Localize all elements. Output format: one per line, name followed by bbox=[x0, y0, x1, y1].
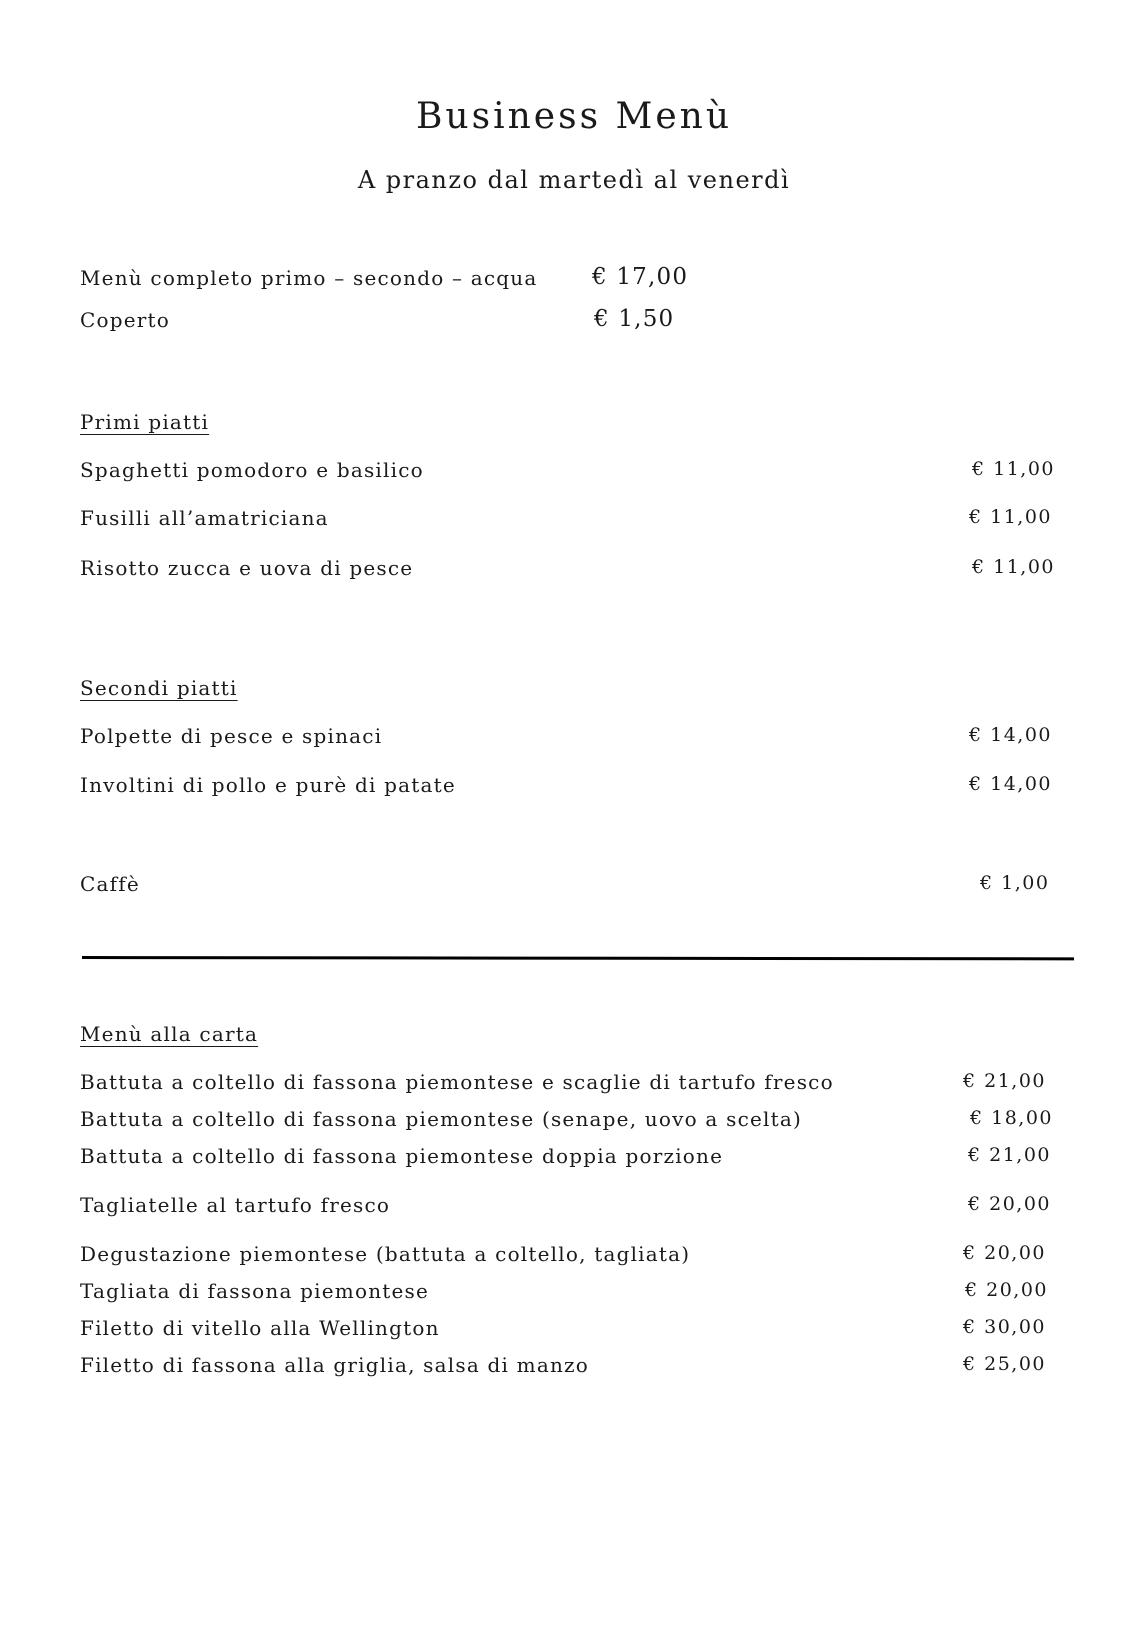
menu-item-price: € 11,00 bbox=[972, 458, 1056, 480]
section-heading-secondi: Secondi piatti bbox=[80, 676, 238, 700]
menu-item-name: Battuta a coltello di fassona piemontese (senape, uovo a scelta) bbox=[80, 1107, 802, 1131]
menu-item-name: Tagliata di fassona piemontese bbox=[80, 1279, 430, 1303]
menu-item-price: € 25,00 bbox=[963, 1353, 1047, 1375]
menu-item-name: Fusilli all’amatriciana bbox=[80, 506, 329, 530]
menu-item-name: Battuta a coltello di fassona piemontese e scaglie di tartufo fresco bbox=[80, 1070, 834, 1094]
menu-item-price: € 20,00 bbox=[968, 1193, 1052, 1215]
menu-item-price: € 21,00 bbox=[968, 1144, 1052, 1166]
menu-item-price: € 18,00 bbox=[970, 1107, 1054, 1129]
menu-item-name: Filetto di vitello alla Wellington bbox=[80, 1316, 440, 1340]
menu-item-price: € 14,00 bbox=[969, 773, 1053, 795]
section-heading-primi: Primi piatti bbox=[80, 410, 210, 434]
page-title: Business Menù bbox=[415, 96, 733, 137]
menu-item-name: Battuta a coltello di fassona piemontese doppia porzione bbox=[80, 1144, 724, 1168]
complete-menu-label: Menù completo primo – secondo – acqua bbox=[80, 266, 538, 290]
menu-item-price: € 11,00 bbox=[972, 556, 1056, 578]
cover-label: Coperto bbox=[80, 308, 171, 332]
menu-item-name: Tagliatelle al tartufo fresco bbox=[80, 1193, 391, 1217]
menu-item-price: € 21,00 bbox=[963, 1070, 1047, 1092]
menu-item-name: Degustazione piemontese (battuta a coltello, tagliata) bbox=[80, 1242, 691, 1266]
menu-item-name: Risotto zucca e uova di pesce bbox=[80, 556, 414, 580]
menu-item-price: € 11,00 bbox=[969, 506, 1053, 528]
menu-item-price: € 30,00 bbox=[963, 1316, 1047, 1338]
coffee-price: € 1,00 bbox=[980, 872, 1050, 894]
menu-item-name: Filetto di fassona alla griglia, salsa di manzo bbox=[80, 1353, 590, 1377]
menu-item-price: € 14,00 bbox=[969, 724, 1053, 746]
section-heading-carta: Menù alla carta bbox=[80, 1022, 259, 1046]
menu-item-price: € 20,00 bbox=[963, 1242, 1047, 1264]
page-subtitle: A pranzo dal martedì al venerdì bbox=[357, 166, 791, 194]
section-divider bbox=[82, 956, 1074, 960]
menu-item-name: Involtini di pollo e purè di patate bbox=[80, 773, 456, 797]
cover-price: € 1,50 bbox=[594, 306, 675, 332]
complete-menu-price: € 17,00 bbox=[592, 264, 689, 290]
coffee-label: Caffè bbox=[80, 872, 140, 896]
menu-item-name: Polpette di pesce e spinaci bbox=[80, 724, 383, 748]
menu-item-price: € 20,00 bbox=[965, 1279, 1049, 1301]
menu-item-name: Spaghetti pomodoro e basilico bbox=[80, 458, 424, 482]
